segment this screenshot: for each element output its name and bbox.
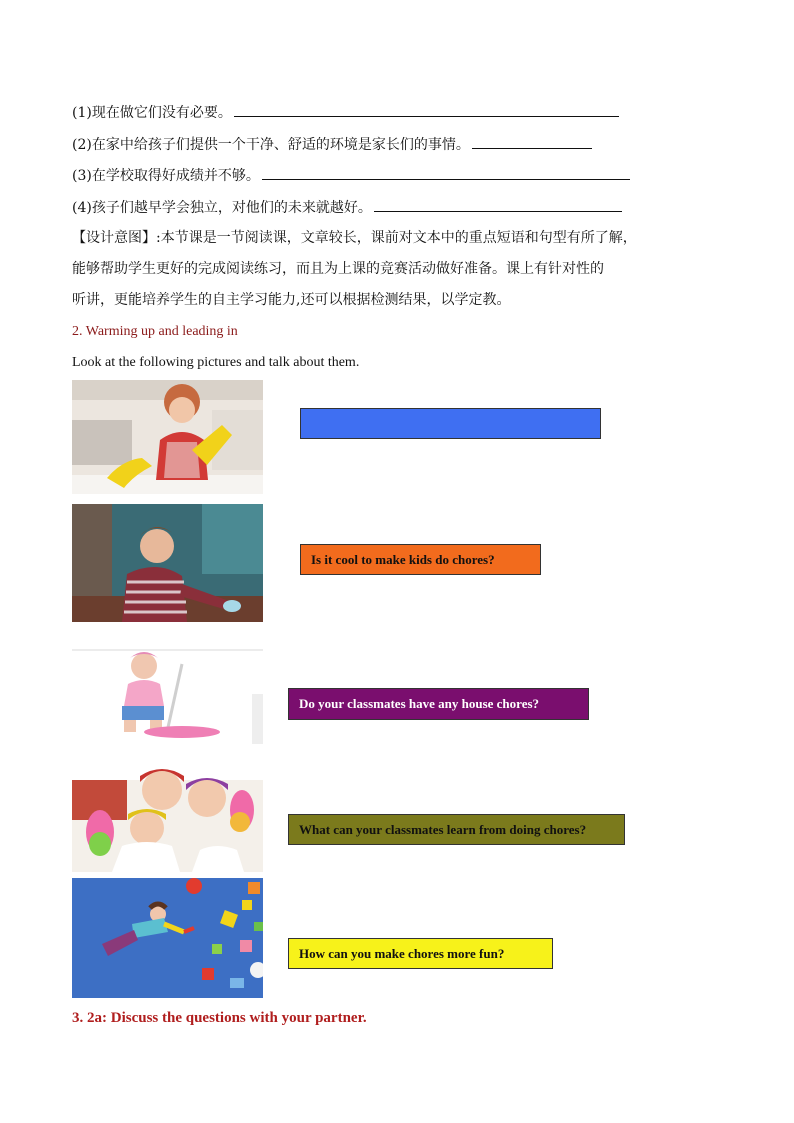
box-5-text: How can you make chores more fun? <box>299 945 505 961</box>
question-4-text: (4)孩子们越早学会独立，对他们的未来就越好。 <box>72 200 372 216</box>
answer-blank-1[interactable] <box>234 102 619 117</box>
question-box-learn-from-chores <box>288 814 625 845</box>
question-3 <box>72 165 630 186</box>
design-intent-line-1: 【设计意图】:本节课是一节阅读课，文章较长，课前对文本中的重点短语和句型有所了解， <box>72 230 637 246</box>
question-box-classmates-chores <box>288 688 589 720</box>
picture-girl-on-blue-floor <box>72 878 263 998</box>
section-2-heading: 2. Warming up and leading in <box>72 324 238 339</box>
picture-girl-cleaning-kitchen <box>72 380 263 494</box>
box-4-text: What can your classmates learn from doing chores? <box>299 821 587 837</box>
section-3-heading: 3. 2a: Discuss the questions with your partner. <box>72 1010 367 1026</box>
picture-girl-with-mop <box>72 644 263 746</box>
blank-answer-box <box>300 408 601 439</box>
box-2-text: Is it cool to make kids do chores? <box>311 551 495 567</box>
box-3-text: Do your classmates have any house chores? <box>299 696 540 711</box>
question-box-cool-chores <box>300 544 541 575</box>
picture-family-with-dusters <box>72 762 263 872</box>
picture-boy-wiping-counter <box>72 504 263 622</box>
answer-blank-4[interactable] <box>374 197 622 212</box>
section-2-instruction: Look at the following pictures and talk about them. <box>72 355 360 370</box>
question-1 <box>72 102 619 123</box>
question-box-chores-fun <box>288 938 553 969</box>
question-3-text: (3)在学校取得好成绩并不够。 <box>72 168 260 184</box>
question-4 <box>72 197 622 218</box>
answer-blank-2[interactable] <box>472 134 592 149</box>
question-2-text: (2)在家中给孩子们提供一个干净、舒适的环境是家长们的事情。 <box>72 137 470 153</box>
design-intent-line-2: 能够帮助学生更好的完成阅读练习，而且为上课的竞赛活动做好准备。课上有针对性的 <box>72 261 604 277</box>
design-intent-line-3: 听讲，更能培养学生的自主学习能力,还可以根据检测结果，以学定教。 <box>72 292 511 308</box>
answer-blank-3[interactable] <box>262 165 630 180</box>
question-1-text: (1)现在做它们没有必要。 <box>72 105 232 121</box>
question-2 <box>72 134 592 155</box>
